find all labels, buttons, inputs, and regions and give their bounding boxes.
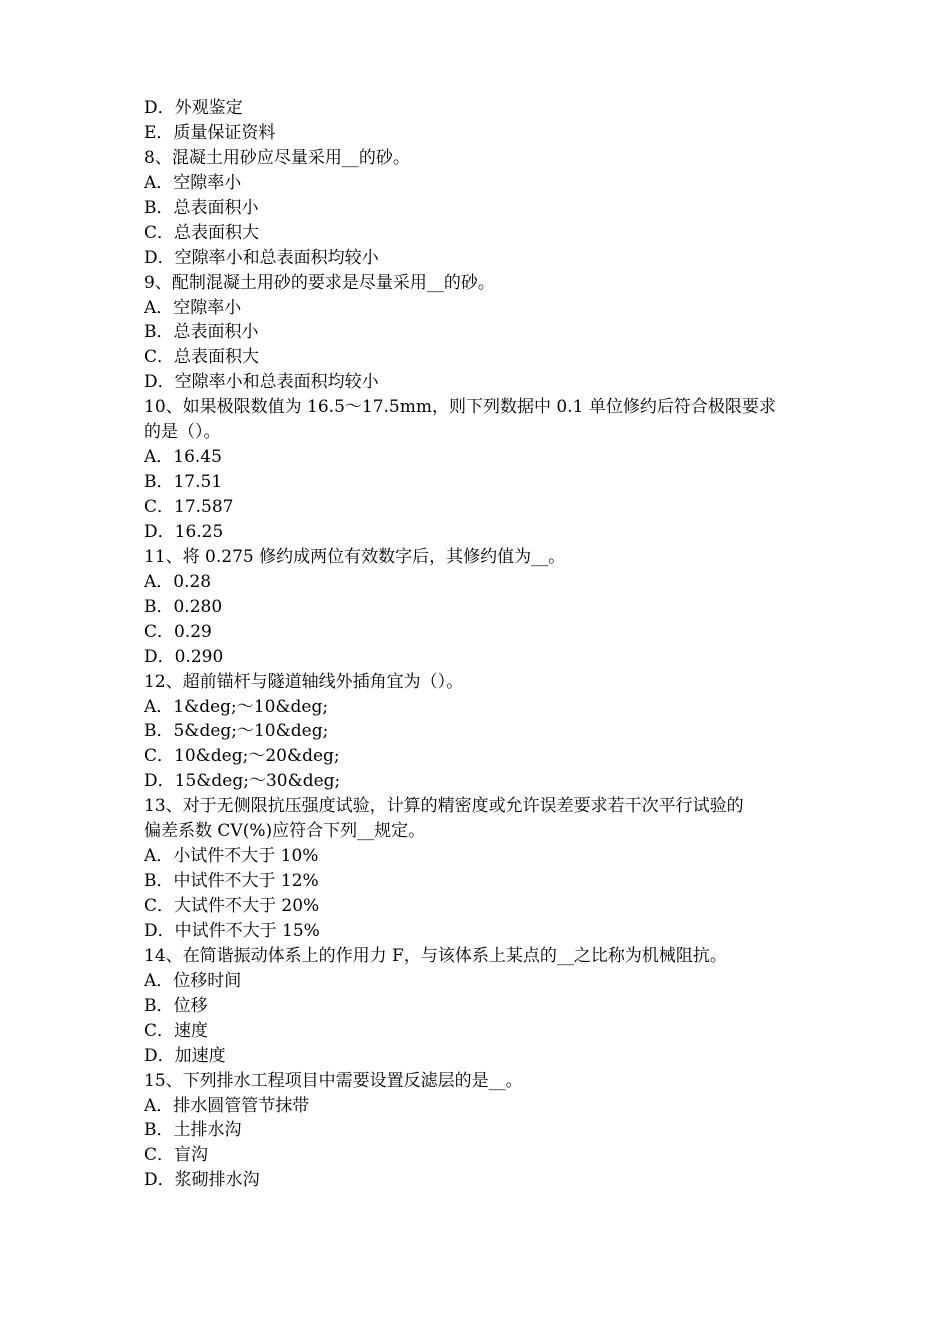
q11-option-c: C．0.29 — [144, 621, 212, 642]
question-11: 11、将 0.275 修约成两位有效数字后，其修约值为__。 — [144, 546, 566, 567]
q9-option-b: B．总表面积小 — [144, 322, 259, 343]
q12-option-b: B．5&deg;～10&deg; — [144, 721, 329, 742]
option-e-quality-docs: E．质量保证资料 — [144, 122, 276, 143]
q13-option-b: B．中试件不大于 12% — [144, 871, 319, 892]
question-15: 15、下列排水工程项目中需要设置反滤层的是__。 — [144, 1070, 523, 1091]
q13-option-d: D．中试件不大于 15% — [144, 920, 320, 941]
q10-option-d: D．16.25 — [144, 521, 224, 542]
question-10-line-2: 的是（）。 — [144, 422, 221, 443]
q15-option-a: A．排水圆管管节抹带 — [144, 1095, 310, 1116]
q14-option-a: A．位移时间 — [144, 970, 242, 991]
q14-option-d: D．加速度 — [144, 1045, 226, 1066]
q15-option-b: B．土排水沟 — [144, 1120, 242, 1141]
q13-option-a: A．小试件不大于 10% — [144, 846, 319, 867]
q9-option-c: C．总表面积大 — [144, 347, 260, 368]
question-14: 14、在简谐振动体系上的作用力 F，与该体系上某点的__之比称为机械阻抗。 — [144, 945, 727, 966]
q11-option-b: B．0.280 — [144, 596, 223, 617]
q9-option-d: D．空隙率小和总表面积均较小 — [144, 372, 379, 393]
q14-option-b: B．位移 — [144, 995, 208, 1016]
question-13-line-2: 偏差系数 CV(%)应符合下列__规定。 — [144, 821, 426, 842]
q15-option-d: D．浆砌排水沟 — [144, 1170, 260, 1191]
q12-option-d: D．15&deg;～30&deg; — [144, 771, 341, 792]
question-10-line-1: 10、如果极限数值为 16.5～17.5mm，则下列数据中 0.1 单位修约后符合极限要求 — [144, 397, 776, 418]
q14-option-c: C．速度 — [144, 1020, 209, 1041]
q8-option-d: D．空隙率小和总表面积均较小 — [144, 247, 379, 268]
q11-option-a: A．0.28 — [144, 571, 212, 592]
q15-option-c: C．盲沟 — [144, 1145, 209, 1166]
question-12: 12、超前锚杆与隧道轴线外插角宜为（）。 — [144, 671, 464, 692]
q10-option-c: C．17.587 — [144, 497, 234, 517]
q8-option-c: C．总表面积大 — [144, 222, 260, 243]
q8-option-a: A．空隙率小 — [144, 172, 242, 193]
question-9: 9、配制混凝土用砂的要求是尽量采用__的砂。 — [144, 272, 495, 293]
q11-option-d: D．0.290 — [144, 646, 224, 667]
question-8: 8、混凝土用砂应尽量采用__的砂。 — [144, 147, 410, 168]
document-body — [144, 96, 814, 1193]
q12-option-c: C．10&deg;～20&deg; — [144, 746, 340, 767]
q10-option-a: A．16.45 — [144, 447, 222, 468]
q8-option-b: B．总表面积小 — [144, 197, 259, 218]
question-13-line-1: 13、对于无侧限抗压强度试验，计算的精密度或允许误差要求若干次平行试验的 — [144, 796, 744, 817]
option-d-appearance: D．外观鉴定 — [144, 98, 243, 118]
q12-option-a: A．1&deg;～10&deg; — [144, 696, 329, 717]
q13-option-c: C．大试件不大于 20% — [144, 896, 320, 916]
q9-option-a: A．空隙率小 — [144, 297, 242, 318]
q10-option-b: B．17.51 — [144, 472, 223, 493]
